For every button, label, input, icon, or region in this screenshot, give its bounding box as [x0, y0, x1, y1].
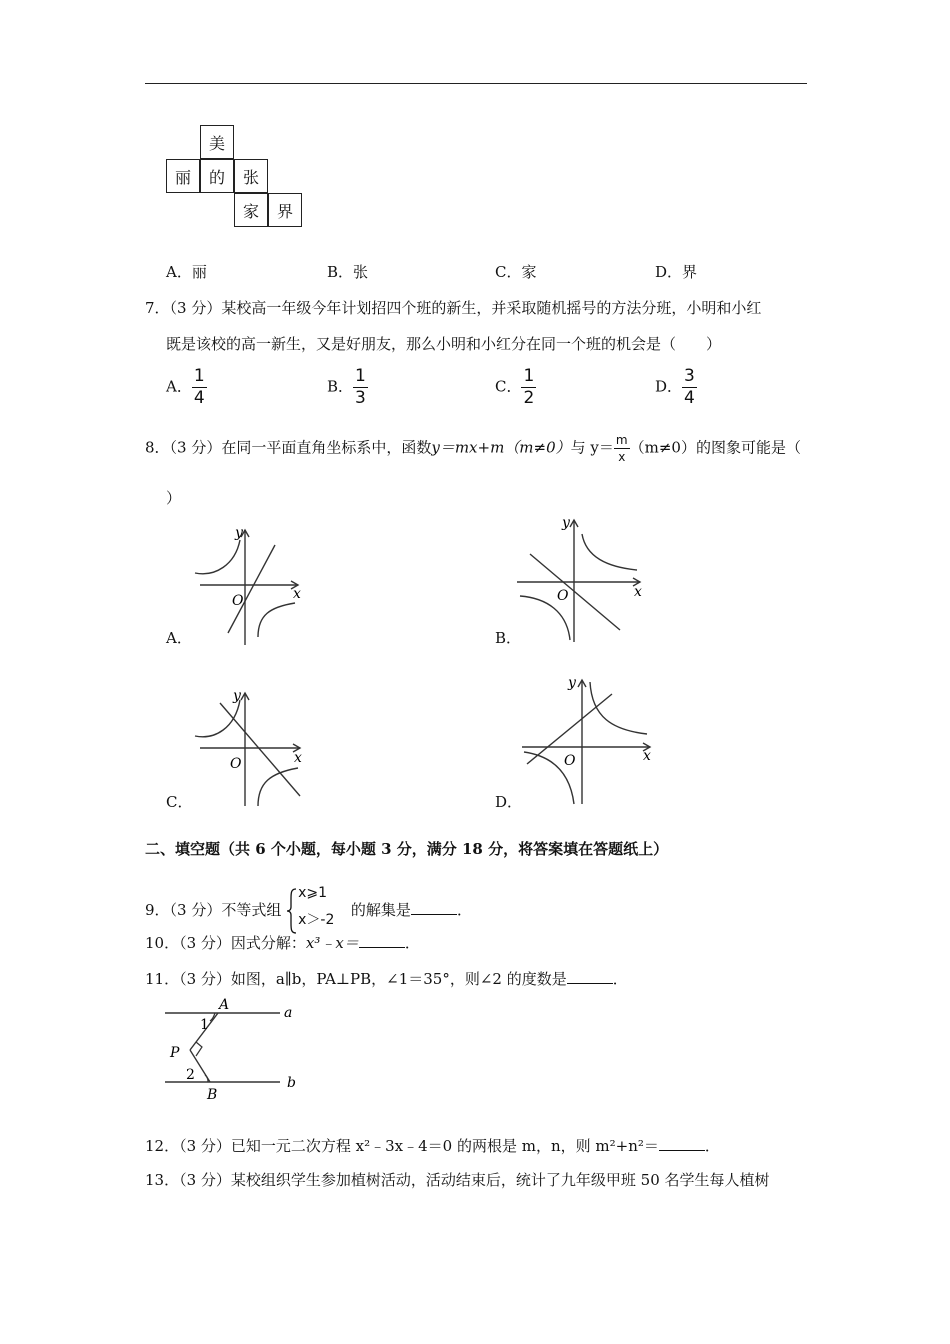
q12-line: 12．（3 分）已知一元二次方程 x²﹣3x﹣4＝0 的两根是 m，n，则 m²+n²＝ ．: [145, 1137, 720, 1155]
q6-option-b[interactable]: B．张: [327, 263, 369, 281]
svg-text:O: O: [230, 756, 242, 772]
q8-graph-d: [512, 672, 657, 807]
svg-text:y: y: [235, 525, 243, 541]
q8-graph-a: [190, 525, 310, 645]
svg-text:O: O: [557, 588, 569, 604]
answer-blank[interactable]: [359, 935, 405, 948]
q7-option-a[interactable]: A． $\frac{1}{4}$: [166, 366, 205, 408]
q8-graph-b: [512, 512, 647, 647]
q11-figure: [160, 995, 305, 1105]
net-cell: 界: [268, 193, 302, 227]
q9-line: 9．（3 分）不等式组 x⩾1 x＞-2 的解集是 ．: [145, 887, 472, 935]
answer-blank[interactable]: [659, 1138, 705, 1151]
svg-text:B: B: [207, 1087, 218, 1103]
svg-text:1: 1: [200, 1017, 209, 1033]
section-heading: 二、填空题（共 6 个小题，每小题 3 分，满分 18 分，将答案填在答题纸上）: [145, 840, 669, 858]
q7-line1: 7．（3 分）某校高一年级今年计划招四个班的新生，并采取随机摇号的方法分班，小明和小红: [145, 299, 762, 317]
fraction: $\frac{1}{3}$: [355, 366, 366, 408]
svg-text:x: x: [634, 584, 642, 600]
q8-graph-c: [190, 688, 315, 808]
q11-line: 11．（3 分）如图，a∥b，PA⊥PB，∠1＝35°，则∠2 的度数是 ．: [145, 970, 628, 988]
q8-line1: 8．（3 分）在同一平面直角坐标系中，函数y＝mx+m（m≠0）与 y＝ $\frac{m}{x}$ （m≠0）的图象可能是（: [145, 433, 801, 464]
q13-line: 13．（3 分）某校组织学生参加植树活动，活动结束后，统计了九年级甲班 50 名学生每人植树: [145, 1171, 770, 1189]
q6-option-a[interactable]: A．丽: [166, 263, 207, 281]
fraction: $\frac{3}{4}$: [684, 366, 695, 408]
svg-text:P: P: [170, 1045, 180, 1061]
q8-option-d[interactable]: D．: [495, 793, 523, 811]
svg-text:O: O: [564, 753, 576, 769]
svg-text:x: x: [293, 586, 301, 602]
fraction: $\frac{1}{4}$: [193, 366, 205, 408]
q8-option-b[interactable]: B．: [495, 629, 522, 647]
q7-option-b[interactable]: B． $\frac{1}{3}$: [327, 366, 366, 408]
header-rule: [145, 83, 807, 84]
q6-option-d[interactable]: D．界: [655, 263, 698, 281]
svg-text:y: y: [568, 675, 576, 691]
q6-option-c[interactable]: C．家: [495, 263, 537, 281]
q8-line2: ）: [166, 489, 182, 507]
net-cell: 张: [234, 159, 268, 193]
net-cell: 丽: [166, 159, 200, 193]
svg-text:y: y: [562, 515, 570, 531]
answer-blank[interactable]: [567, 971, 613, 984]
svg-text:O: O: [232, 593, 244, 609]
inequality-system: x⩾1 x＞-2: [286, 887, 346, 935]
answer-blank[interactable]: [411, 902, 457, 915]
net-cell: 家: [234, 193, 268, 227]
svg-text:x: x: [643, 748, 651, 764]
svg-text:b: b: [287, 1075, 296, 1091]
q8-option-a[interactable]: A．: [166, 629, 192, 647]
net-cell: 的: [200, 159, 234, 193]
svg-text:a: a: [284, 1005, 293, 1021]
svg-text:x: x: [294, 750, 302, 766]
fraction: $\frac{1}{2}$: [523, 366, 535, 408]
q8-option-c[interactable]: C．: [166, 793, 193, 811]
net-cell: 美: [200, 125, 234, 159]
svg-text:A: A: [219, 997, 230, 1013]
fraction: $\frac{m}{x}$: [615, 433, 628, 464]
q10-line: 10．（3 分）因式分解：x³﹣x＝ ．: [145, 934, 420, 952]
svg-text:2: 2: [186, 1067, 195, 1083]
q7-option-c[interactable]: C． $\frac{1}{2}$: [495, 366, 535, 408]
svg-text:y: y: [233, 688, 241, 704]
q7-option-d[interactable]: D． $\frac{3}{4}$: [655, 366, 695, 408]
q7-line2: 既是该校的高一新生，又是好朋友，那么小明和小红分在同一个班的机会是（ ）: [166, 335, 722, 353]
